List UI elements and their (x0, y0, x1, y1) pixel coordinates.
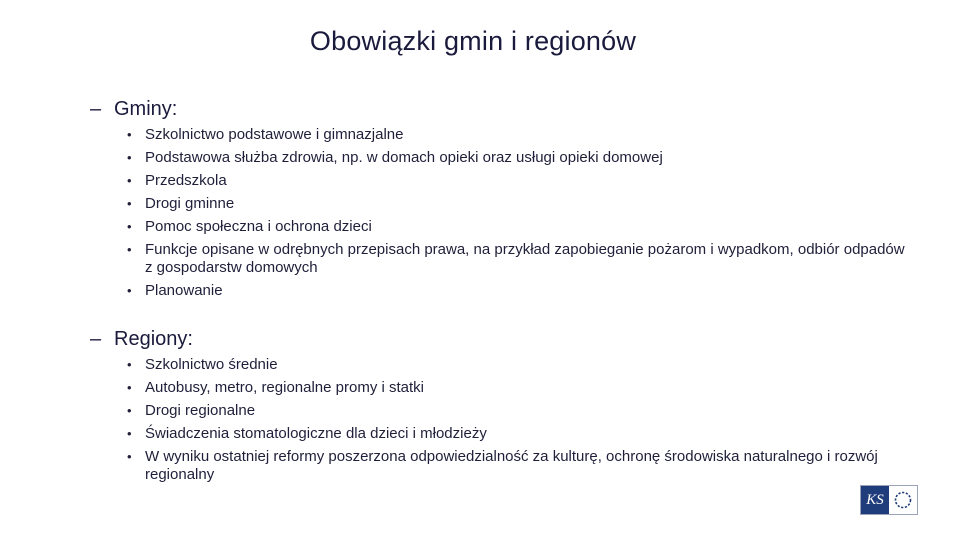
list-item-text: Świadczenia stomatologiczne dla dzieci i młodzieży (145, 425, 487, 442)
list-item-text: Szkolnictwo podstawowe i gimnazjalne (145, 126, 404, 143)
list-item-text: Podstawowa służba zdrowia, np. w domach opieki oraz usługi opieki domowej (145, 149, 663, 166)
bullet-icon: • (127, 380, 132, 395)
list-item (127, 126, 905, 144)
page-title: Obowiązki gmin i regionów (309, 26, 637, 56)
bullet-icon: • (127, 283, 132, 298)
bullet-icon: • (127, 150, 132, 165)
list-item (127, 218, 905, 236)
list-item (127, 379, 905, 397)
ks-logo-mark: KS (861, 486, 889, 514)
list-item (127, 149, 905, 167)
list-item-text: Drogi gminne (145, 195, 235, 212)
dash-marker: – (90, 328, 102, 350)
gminy-heading-label: Gminy: (114, 98, 178, 120)
list-item (127, 402, 905, 420)
bullet-icon: • (127, 357, 132, 372)
list-item-text: Funkcje opisane w odrębnych przepisach prawa, na przykład zapobieganie pożarom i wypadkom, odbiór odpadów z gospodarstw domowych (145, 241, 905, 276)
list-item (127, 172, 905, 190)
regiony-list (127, 356, 905, 489)
list-item-text: Przedszkola (145, 172, 227, 189)
list-item-text: Drogi regionalne (145, 402, 256, 419)
list-item (127, 241, 905, 277)
list-item (127, 448, 905, 484)
bullet-icon: • (127, 219, 132, 234)
bullet-icon: • (127, 196, 132, 211)
list-item (127, 282, 905, 300)
list-item-text: Szkolnictwo średnie (145, 356, 278, 373)
gminy-heading (90, 98, 177, 121)
list-item-text: W wyniku ostatniej reformy poszerzona odpowiedzialność za kulturę, ochronę środowiska naturalnego i rozwój regionalny (145, 448, 878, 483)
list-item-text: Pomoc społeczna i ochrona dzieci (145, 218, 372, 235)
ring-emblem-icon (889, 486, 917, 514)
list-item-text: Autobusy, metro, regionalne promy i statki (145, 379, 425, 396)
bullet-icon: • (127, 449, 132, 464)
list-item (127, 356, 905, 374)
gminy-list (127, 126, 905, 305)
bullet-icon: • (127, 127, 132, 142)
bullet-icon: • (127, 242, 132, 257)
dash-marker: – (90, 98, 102, 120)
list-item-text: Planowanie (145, 282, 223, 299)
bullet-icon: • (127, 426, 132, 441)
bullet-icon: • (127, 173, 132, 188)
list-item (127, 425, 905, 443)
regiony-heading (90, 328, 193, 351)
regiony-heading-label: Regiony: (114, 328, 193, 350)
ks-logo (860, 485, 918, 515)
list-item (127, 195, 905, 213)
bullet-icon: • (127, 403, 132, 418)
